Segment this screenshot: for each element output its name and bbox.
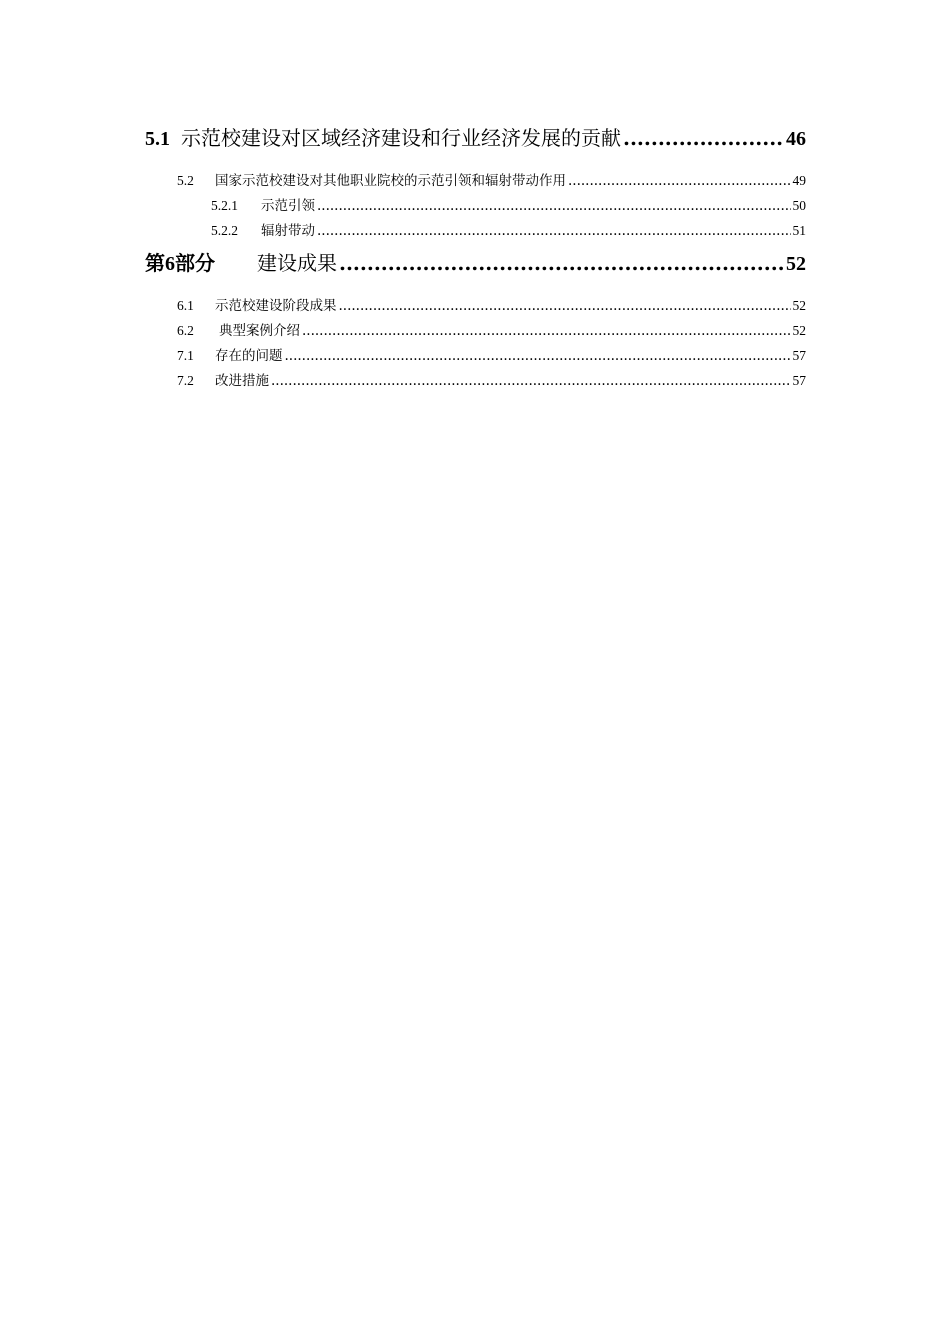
toc-entry-title: 示范校建设阶段成果 bbox=[215, 298, 337, 314]
toc-entry-number: 5.2.2 bbox=[211, 223, 238, 238]
toc-entry-number: 7.2 bbox=[177, 373, 194, 388]
toc-entry-5-2-1[interactable] bbox=[211, 194, 806, 214]
toc-entry-number: 5.2 bbox=[177, 173, 194, 188]
toc-entry-title: 示范校建设对区域经济建设和行业经济发展的贡献 bbox=[181, 126, 621, 150]
toc-leader-dots bbox=[317, 223, 791, 239]
toc-entry-page: 57 bbox=[792, 373, 806, 388]
toc-entry-page: 52 bbox=[786, 253, 806, 275]
toc-part-prefix: 第 bbox=[145, 253, 165, 275]
toc-entry-6-1[interactable] bbox=[177, 294, 806, 314]
toc-leader-dots bbox=[317, 198, 791, 214]
toc-entry-title: 国家示范校建设对其他职业院校的示范引领和辐射带动作用 bbox=[215, 173, 566, 189]
toc-entry-7-2[interactable] bbox=[177, 369, 806, 389]
toc-entry-5-1[interactable] bbox=[145, 122, 806, 151]
toc-entry-5-2-2[interactable] bbox=[211, 219, 806, 239]
toc-entry-page: 57 bbox=[792, 348, 806, 363]
toc-entry-number: 7.1 bbox=[177, 348, 194, 363]
toc-entry-page: 46 bbox=[786, 128, 806, 150]
toc-entry-title: 存在的问题 bbox=[215, 348, 283, 364]
toc-entry-number: 6.2 bbox=[177, 323, 194, 338]
toc-leader-dots bbox=[568, 173, 791, 189]
toc-entry-page: 52 bbox=[792, 298, 806, 313]
toc-entry-title: 辐射带动 bbox=[261, 223, 315, 239]
toc-leader-dots bbox=[339, 251, 784, 275]
toc-entry-page: 49 bbox=[792, 173, 806, 188]
toc-leader-dots bbox=[339, 298, 791, 314]
toc-part-digit: 6 bbox=[165, 253, 175, 275]
toc-entry-number: 5.2.1 bbox=[211, 198, 238, 213]
toc-entry-number: 5.1 bbox=[145, 128, 170, 150]
toc-part-suffix: 部分 bbox=[175, 253, 215, 275]
toc-entry-5-2[interactable] bbox=[177, 169, 806, 189]
toc-leader-dots bbox=[271, 373, 791, 389]
toc-entry-title: 改进措施 bbox=[215, 373, 269, 389]
toc-entry-6-2[interactable] bbox=[177, 319, 806, 339]
toc-entry-number bbox=[145, 247, 257, 276]
toc-entry-title: 建设成果 bbox=[257, 251, 337, 275]
toc-leader-dots bbox=[302, 323, 791, 339]
toc-leader-dots bbox=[285, 348, 791, 364]
toc-entry-page: 51 bbox=[792, 223, 806, 238]
toc-entry-part-6[interactable] bbox=[145, 247, 806, 276]
toc-entry-title: 典型案例介绍 bbox=[219, 323, 300, 339]
toc-entry-page: 52 bbox=[792, 323, 806, 338]
toc-entry-7-1[interactable] bbox=[177, 344, 806, 364]
toc-entry-number: 6.1 bbox=[177, 298, 194, 313]
toc-entry-title: 示范引领 bbox=[261, 198, 315, 214]
toc-entry-page: 50 bbox=[792, 198, 806, 213]
toc-leader-dots bbox=[623, 126, 784, 150]
